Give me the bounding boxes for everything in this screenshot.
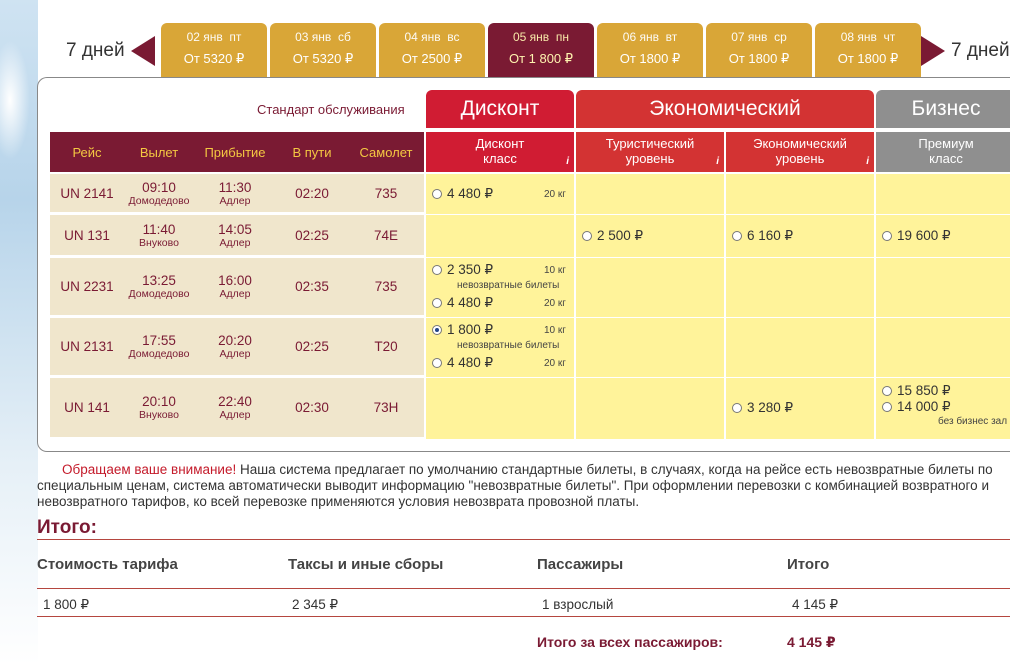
flight-number: UN 141 (64, 400, 110, 415)
flight-row: UN 141 20:10 Внуково 22:40 Адлер 02:30 73H (50, 378, 424, 439)
col-departure: Вылет (139, 144, 179, 160)
fare-header-economy: Экономический уровень i (726, 132, 874, 172)
fare-cost-value: 1 800 ₽ (43, 597, 90, 612)
fare-option[interactable]: 19 600 ₽ (882, 228, 951, 244)
radio-button[interactable] (882, 231, 892, 241)
radio-button[interactable] (432, 358, 442, 368)
fare-header-discount: Дисконт класс i (426, 132, 574, 172)
total-value: 4 145 ₽ (792, 597, 839, 612)
baggage-allowance: 20 кг (544, 298, 566, 309)
fare-cell (426, 215, 574, 257)
next-week-label: 7 дней (951, 40, 1010, 61)
date-tab-selected[interactable]: 05 янв пн От 1 800 ₽ (488, 23, 594, 77)
col-flight: Рейс (72, 144, 102, 160)
col-arrival: Прибытие (204, 144, 266, 160)
baggage-allowance: 10 кг (544, 265, 566, 276)
fare-option[interactable]: 4 480 ₽ (432, 186, 493, 202)
arrow-right-icon (921, 36, 945, 66)
fare-option[interactable]: 2 500 ₽ (582, 228, 643, 244)
col-total: Итого (787, 556, 830, 573)
fare-cell (576, 174, 724, 214)
radio-button[interactable] (432, 265, 442, 275)
date-tab[interactable]: 03 янв сб От 5320 ₽ (270, 23, 376, 77)
prev-week-button[interactable] (66, 36, 155, 66)
date-tab[interactable]: 06 янв вт От 1800 ₽ (597, 23, 703, 77)
nonrefundable-note: невозвратные билеты (457, 280, 560, 291)
radio-button[interactable] (732, 403, 742, 413)
col-duration: В пути (292, 144, 332, 160)
radio-button-checked[interactable] (432, 325, 442, 335)
arrow-left-icon (131, 36, 155, 66)
col-taxes: Таксы и иные сборы (288, 556, 444, 573)
nonrefundable-note: невозвратные билеты (457, 340, 560, 351)
col-fare-cost: Стоимость тарифа (37, 556, 178, 573)
flight-number: UN 2131 (60, 339, 114, 354)
fare-option[interactable]: 2 350 ₽ (432, 262, 493, 278)
flight-number: UN 2231 (60, 279, 114, 294)
grand-total-label: Итого за всех пассажиров: (537, 634, 723, 650)
info-icon[interactable]: i (866, 156, 869, 167)
fare-header-tourist: Туристический уровень i (576, 132, 724, 172)
radio-button[interactable] (882, 386, 892, 396)
date-tab[interactable]: 08 янв чт От 1800 ₽ (815, 23, 921, 77)
next-week-button[interactable] (921, 36, 1010, 66)
radio-button[interactable] (432, 298, 442, 308)
baggage-allowance: 20 кг (544, 358, 566, 369)
flight-row: UN 2231 13:25 Домодедово 16:00 Адлер 02:35 735 (50, 258, 424, 317)
fare-cell (876, 174, 1010, 214)
fare-option[interactable]: 6 160 ₽ (732, 228, 793, 244)
fare-cell (876, 318, 1010, 377)
flight-number: UN 2141 (60, 185, 114, 201)
info-icon[interactable]: i (716, 156, 719, 167)
grand-total-value: 4 145 ₽ (787, 634, 836, 650)
flight-number: UN 131 (64, 227, 110, 243)
category-discount: Дисконт (426, 90, 574, 128)
divider (37, 616, 1010, 617)
fare-cell (726, 258, 874, 317)
service-standard-label: Стандарт обслуживания (257, 102, 405, 117)
date-tab[interactable]: 07 янв ср От 1800 ₽ (706, 23, 812, 77)
category-business: Бизнес (876, 90, 1010, 128)
taxes-value: 2 345 ₽ (292, 597, 339, 612)
flight-row: UN 2131 17:55 Домодедово 20:20 Адлер 02:25 T20 (50, 318, 424, 377)
fare-cell (576, 258, 724, 317)
notice-text: Обращаем ваше внимание! Наша система предлагает по умолчанию стандартные билеты, в случаях, когда на рейсе есть невозвратные билеты по специальным ценам, система автоматически выводит информацию "невозвратные билеты". При оформлении перевозки с комбинацией возвратного и невозвратного тарифов, ко всей перевозке применяются условия невозврата провозной платы. (37, 462, 993, 509)
radio-button[interactable] (882, 402, 892, 412)
fare-option-selected[interactable]: 1 800 ₽ (432, 322, 493, 338)
fare-cell (876, 258, 1010, 317)
flight-table-header (50, 132, 424, 172)
baggage-allowance: 10 кг (544, 325, 566, 336)
notice-warning: Обращаем ваше внимание! (62, 462, 237, 477)
divider (37, 588, 1010, 589)
radio-button[interactable] (582, 231, 592, 241)
divider (37, 539, 1010, 540)
info-icon[interactable]: i (566, 156, 569, 167)
col-aircraft: Самолет (359, 144, 413, 160)
category-economy: Экономический (576, 90, 874, 128)
fare-option[interactable]: 14 000 ₽ (882, 399, 951, 415)
flight-row: UN 131 11:40 Внуково 14:05 Адлер 02:25 74E (50, 215, 424, 257)
no-lounge-note: без бизнес зал (938, 416, 1008, 427)
fare-cell (726, 318, 874, 377)
fare-header-premium: Премиум класс (876, 132, 1010, 172)
fare-cell (576, 378, 724, 439)
radio-button[interactable] (432, 189, 442, 199)
totals-title: Итого: (37, 517, 97, 538)
fare-option[interactable]: 4 480 ₽ (432, 295, 493, 311)
flight-row: UN 2141 09:10 Домодедово 11:30 Адлер 02:20 735 (50, 174, 424, 214)
passengers-value: 1 взрослый (542, 597, 614, 612)
fare-option[interactable]: 15 850 ₽ (882, 383, 951, 399)
col-passengers: Пассажиры (537, 556, 624, 573)
radio-button[interactable] (732, 231, 742, 241)
fare-option[interactable]: 4 480 ₽ (432, 355, 493, 371)
baggage-allowance: 20 кг (544, 189, 566, 200)
date-tab[interactable]: 04 янв вс От 2500 ₽ (379, 23, 485, 77)
date-tabs (161, 23, 924, 77)
date-tab[interactable]: 02 янв пт От 5320 ₽ (161, 23, 267, 77)
prev-week-label: 7 дней (66, 40, 125, 61)
fare-cell (426, 378, 574, 439)
sky-background (0, 0, 38, 665)
fare-option[interactable]: 3 280 ₽ (732, 400, 793, 416)
fare-cell (576, 318, 724, 377)
fare-cell (726, 174, 874, 214)
